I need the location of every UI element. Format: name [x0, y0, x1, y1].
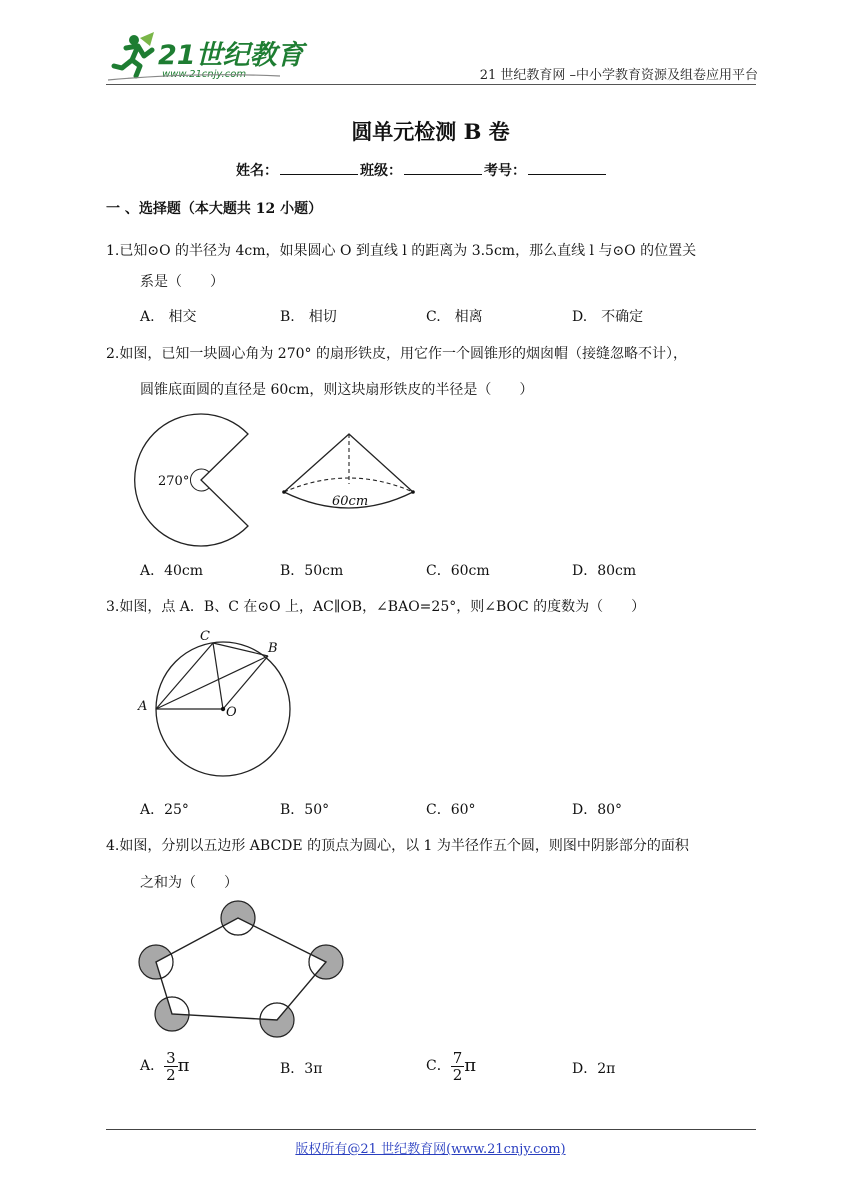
question-3-figure — [134, 624, 296, 780]
question-3-option-a: A．25° — [140, 802, 189, 818]
question-2-option-a: A．40cm — [140, 563, 204, 579]
section-heading: 一 、选择题（本大题共 12 小题） — [106, 201, 323, 217]
question-1-option-b: B. 相切 — [280, 309, 337, 325]
logo-flag-icon — [140, 32, 154, 46]
logo — [104, 30, 304, 82]
question-1-line1: 1.已知⊙O 的半径为 4cm，如果圆心 O 到直线 l 的距离为 3.5cm，那么直线 l 与⊙O 的位置关 — [106, 243, 697, 259]
page-title: 圆单元检测 B 卷 — [351, 119, 510, 144]
segment-ob — [223, 656, 268, 709]
question-4-line1: 4.如图，分别以五边形 ABCDE 的顶点为圆心，以 1 为半径作五个圆，则图中阴影部分的面积 — [106, 838, 689, 854]
name-label: 姓名： — [236, 163, 278, 179]
question-4-figure — [134, 896, 346, 1044]
point-a-label: A — [138, 699, 148, 714]
question-2-option-c: C．60cm — [426, 563, 490, 579]
footer-copyright-link[interactable]: 版权所有@21 世纪教育网(www.21cnjy.com) — [295, 1142, 566, 1157]
question-4-option-d: D．2π — [572, 1061, 616, 1077]
question-3-line1: 3.如图，点 A．B、C 在⊙O 上，AC∥OB，∠BAO=25°，则∠BOC 的度数为（ ） — [106, 599, 646, 615]
sector-shape — [135, 414, 248, 546]
question-4-option-c: C． $\frac{7}{2}$ π — [426, 1048, 477, 1084]
segment-oc — [213, 643, 223, 709]
point-b-label: B — [268, 641, 278, 656]
cone-back-arc — [284, 478, 413, 492]
point-o-label: O — [226, 705, 237, 720]
question-2-option-d: D．80cm — [572, 563, 637, 579]
name-blank[interactable] — [280, 162, 358, 175]
question-3-option-b: B．50° — [280, 802, 330, 818]
header-divider — [106, 84, 756, 85]
question-2-line2: 圆锥底面圆的直径是 60cm，则这块扇形铁皮的半径是（ ） — [140, 382, 534, 398]
exam-blank[interactable] — [528, 162, 606, 175]
angle-arc — [190, 469, 209, 491]
question-1-option-a: A. 相交 — [140, 309, 197, 325]
question-1-option-c: C. 相离 — [426, 309, 483, 325]
angle-label: 270° — [158, 474, 190, 489]
logo-head-icon — [129, 35, 139, 45]
logo-text: 21世纪教育 — [158, 40, 304, 71]
fraction-3-2: $\frac{3}{2}$ — [166, 1048, 176, 1084]
question-3-option-c: C．60° — [426, 802, 476, 818]
diameter-label: 60cm — [332, 494, 369, 509]
footer-divider — [106, 1129, 756, 1130]
exam-label: 考号： — [484, 163, 526, 179]
question-2-option-b: B．50cm — [280, 563, 344, 579]
logo-runner-icon — [114, 46, 152, 76]
header-platform-text: 21 世纪教育网 –中小学教育资源及组卷应用平台 — [479, 68, 758, 83]
question-2-line1: 2.如图，已知一块圆心角为 270° 的扇形铁皮，用它作一个圆锥形的烟囱帽（接缝忽略不计）， — [106, 346, 687, 362]
question-1-line2: 系是（ ） — [140, 274, 224, 290]
question-4-option-b: B．3π — [280, 1061, 323, 1077]
question-2-figure — [136, 414, 426, 546]
student-info — [236, 160, 608, 180]
fraction-7-2: $\frac{7}{2}$ — [452, 1048, 463, 1084]
class-label: 班级： — [360, 163, 402, 179]
question-3-option-d: D．80° — [572, 802, 623, 818]
point-c-label: C — [200, 629, 210, 644]
question-4-line2: 之和为（ ） — [140, 875, 238, 891]
logo-url: www.21cnjy.com — [162, 69, 247, 80]
question-1-option-d: D. 不确定 — [572, 309, 644, 325]
question-4-option-a: A． $\frac{3}{2}$ π — [140, 1048, 190, 1084]
class-blank[interactable] — [404, 162, 482, 175]
